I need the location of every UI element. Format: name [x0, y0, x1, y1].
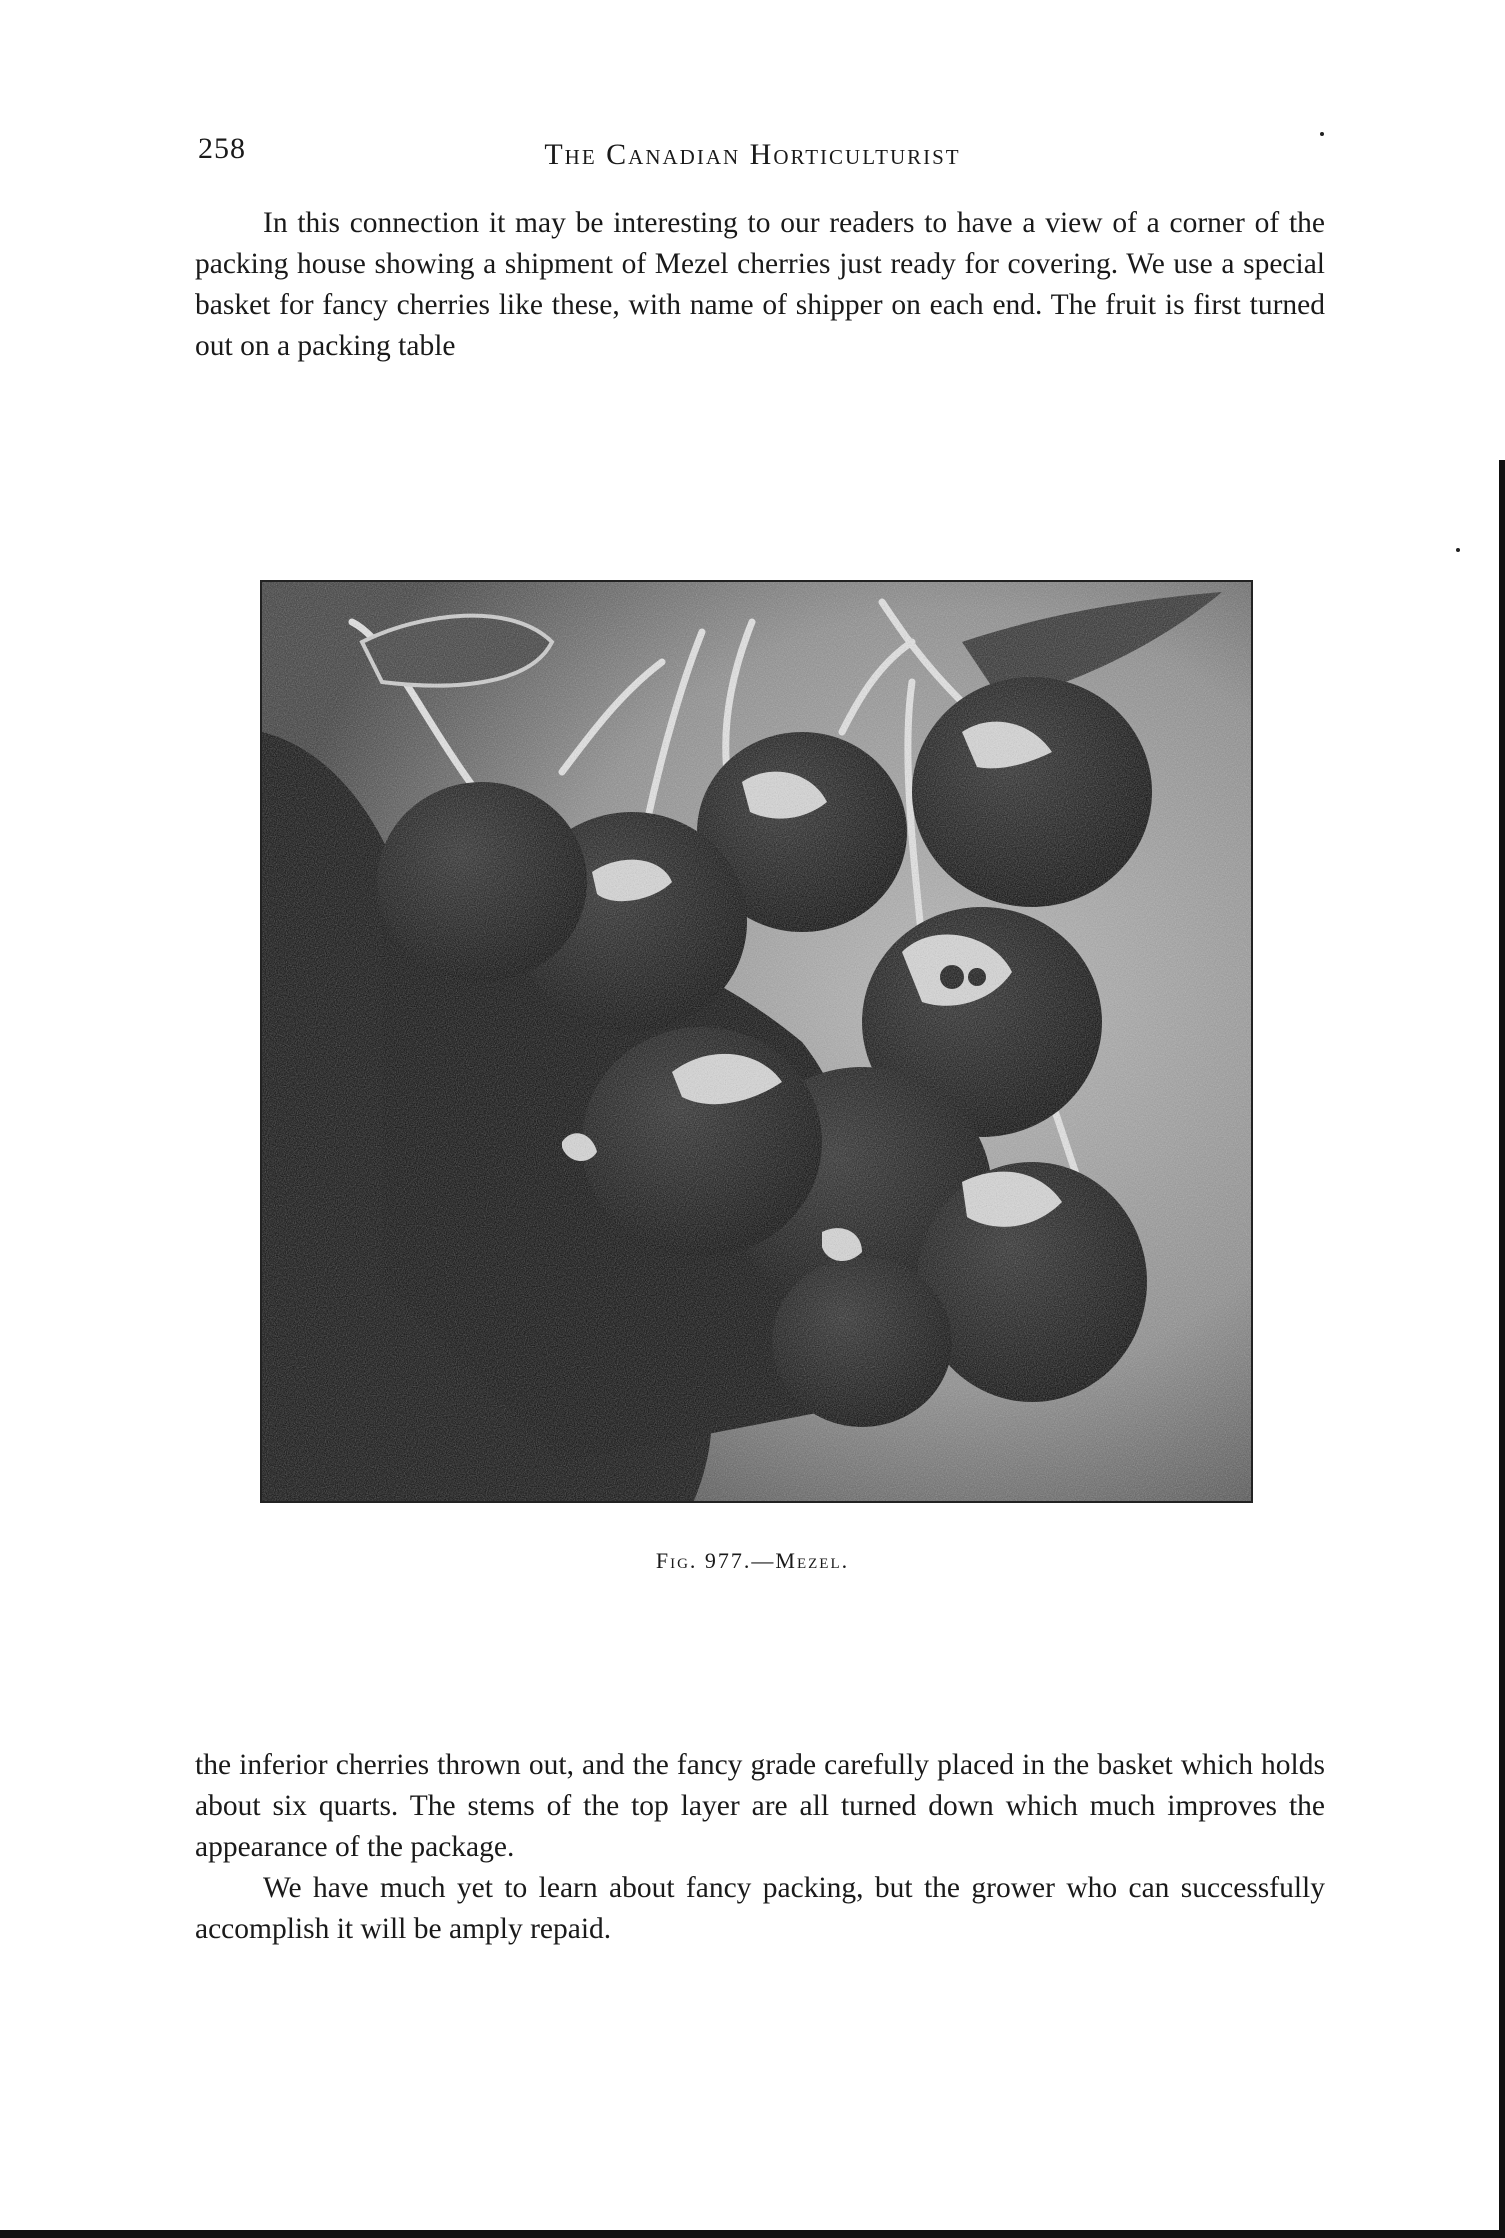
page-edge-right [1499, 460, 1505, 2238]
running-head: The Canadian Horticulturist [544, 138, 961, 171]
cherries-photograph [260, 580, 1253, 1503]
page-edge-bottom [0, 2230, 1505, 2238]
figure-caption: Fig. 977.—Mezel. [655, 1548, 850, 1573]
paragraph-text: In this connection it may be interesting to our readers to have a view of a corner of the packing house showing a shipment of Mezel cherries just ready for covering. We use a special basket for fancy cherries like these, with name of shipper on each end. The fruit is first turned out on a packing table [195, 207, 1325, 362]
paragraph-text: We have much yet to learn about fancy packing, but the grower who can successfully accomplish it will be amply repaid. [195, 1872, 1325, 1945]
paragraph-text: the inferior cherries thrown out, and the fancy grade carefully placed in the basket which holds about six quarts. The stems of the top layer are all turned down which much improves the appearance of the package. [195, 1749, 1325, 1863]
page-number: 258 [198, 132, 246, 165]
paragraph-continuation [195, 1745, 1325, 1950]
paragraph-intro [195, 203, 1325, 367]
print-speck [1456, 548, 1460, 552]
print-speck [1320, 132, 1324, 136]
